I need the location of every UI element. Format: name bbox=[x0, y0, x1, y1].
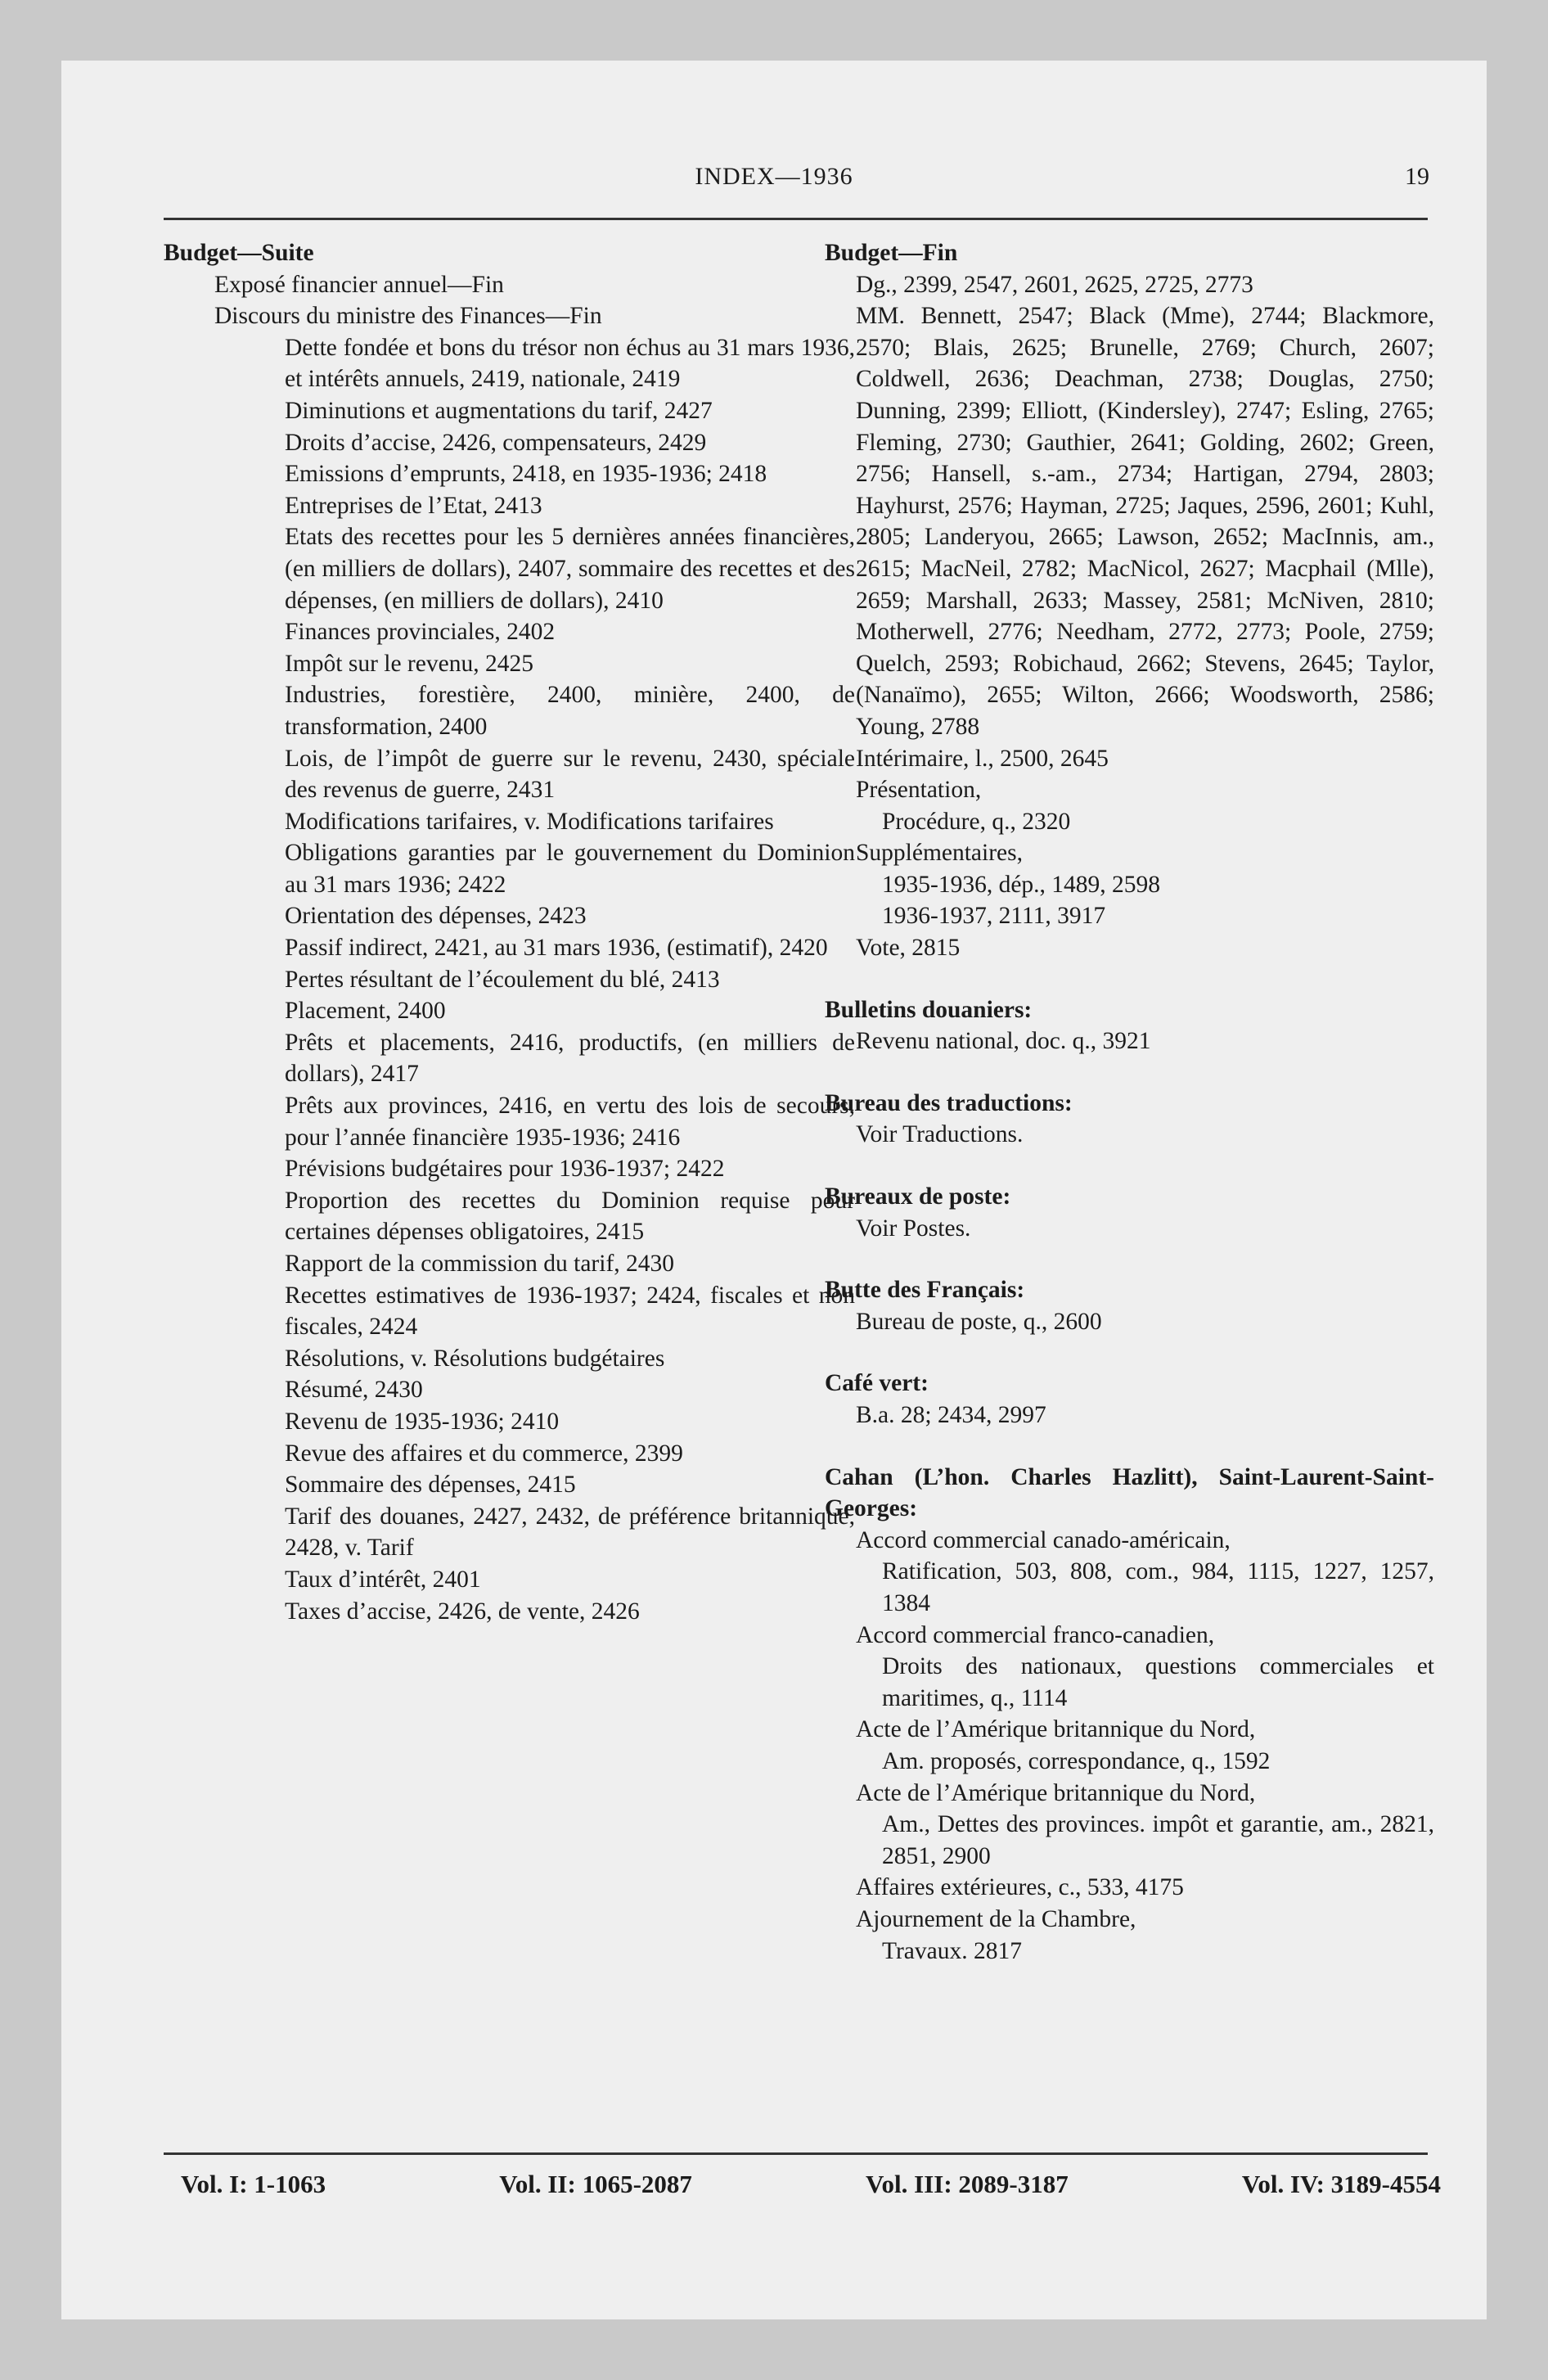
index-entry: Budget—Suite bbox=[164, 240, 314, 266]
index-entry: Diminutions et augmentations du tarif, 2427 bbox=[285, 397, 713, 424]
index-entry: MM. Bennett, 2547; Black (Mme), 2744; Blackmore, 2570; Blais, 2625; Brunelle, 2769; Church, 2607; Coldwell, 2636; Deachman, 2738; Douglas, 2750; Dunning, 2399; Elliott, (Kindersley), 2747; Esling, 2765; Fleming, 2730; Gauthier, 2641; Golding, 2602; Green, 2756; Hansell, s.-am., 2734; Hartigan, 2794, 2803; Hayhurst, 2576; Hayman, 2725; Jaques, 2596, 2601; Kuhl, 2805; Landeryou, 2665; Lawson, 2652; MacInnis, am., 2615; MacNeil, 2782; MacNicol, 2627; Macphail (Mlle), 2659; Marshall, 2633; Massey, 2581; McNiven, 2810; Motherwell, 2776; Needham, 2772, 2773; Poole, 2759; Quelch, 2593; Robichaud, 2662; Stevens, 2645; Taylor, (Nanaïmo), 2655; Wilton, 2666; Woodsworth, 2586; Young, 2788 bbox=[856, 303, 1434, 740]
index-entry: Résolutions, v. Résolutions budgétaires bbox=[285, 1345, 665, 1372]
entry-gap bbox=[825, 1057, 1434, 1088]
volume-1-range: Vol. I: 1-1063 bbox=[181, 2170, 326, 2198]
index-entry: Entreprises de l’Etat, 2413 bbox=[285, 492, 542, 519]
index-entry: B.a. 28; 2434, 2997 bbox=[856, 1402, 1046, 1428]
footer-rule bbox=[164, 2152, 1428, 2155]
index-entry: Intérimaire, l., 2500, 2645 bbox=[856, 745, 1109, 772]
index-entry: Droits des nationaux, questions commerciales et maritimes, q., 1114 bbox=[882, 1653, 1434, 1711]
index-entry: Pertes résultant de l’écoulement du blé, 2413 bbox=[285, 966, 720, 993]
entry-gap bbox=[825, 1431, 1434, 1462]
index-entry: Bulletins douaniers: bbox=[825, 996, 1033, 1023]
volume-ranges-footer bbox=[181, 2170, 1441, 2199]
index-entry: Finances provinciales, 2402 bbox=[285, 619, 556, 646]
index-entry: 1936-1937, 2111, 3917 bbox=[882, 903, 1106, 930]
index-entry: Recettes estimatives de 1936-1937; 2424, fiscales et non fiscales, 2424 bbox=[285, 1282, 855, 1341]
entry-gap bbox=[825, 964, 1434, 994]
index-page bbox=[61, 61, 1487, 2319]
index-entry: Butte des Français: bbox=[825, 1277, 1025, 1304]
left-index-column bbox=[164, 237, 855, 1627]
index-entry: Passif indirect, 2421, au 31 mars 1936, (estimatif), 2420 bbox=[285, 935, 828, 962]
index-entry: Bureau des traductions: bbox=[825, 1089, 1073, 1116]
index-entry: Emissions d’emprunts, 2418, en 1935-1936; 2418 bbox=[285, 461, 767, 488]
index-entry: Am., Dettes des provinces. impôt et garantie, am., 2821, 2851, 2900 bbox=[882, 1811, 1434, 1869]
index-entry: Ajournement de la Chambre, bbox=[856, 1905, 1136, 1932]
index-entry: Taxes d’accise, 2426, de vente, 2426 bbox=[285, 1598, 640, 1625]
index-entry: Travaux. 2817 bbox=[882, 1937, 1022, 1964]
entry-gap bbox=[825, 1151, 1434, 1181]
index-entry: Budget—Fin bbox=[825, 240, 958, 266]
right-index-column bbox=[825, 237, 1434, 1967]
index-entry: Taux d’intérêt, 2401 bbox=[285, 1566, 481, 1593]
index-entry: Dette fondée et bons du trésor non échus au 31 mars 1936, et intérêts annuels, 2419, nationale, 2419 bbox=[285, 334, 855, 393]
header-rule bbox=[164, 218, 1428, 220]
index-entry: Prévisions budgétaires pour 1936-1937; 2422 bbox=[285, 1156, 725, 1183]
index-entry: Procédure, q., 2320 bbox=[882, 808, 1071, 835]
index-entry: Cahan (L’hon. Charles Hazlitt), Saint-Laurent-Saint-Georges: bbox=[825, 1463, 1434, 1522]
index-entry: Industries, forestière, 2400, minière, 2400, de transformation, 2400 bbox=[285, 682, 855, 740]
index-entry: Acte de l’Amérique britannique du Nord, bbox=[856, 1716, 1256, 1743]
index-entry: Accord commercial canado-américain, bbox=[856, 1526, 1231, 1553]
index-entry: Obligations garanties par le gouvernement du Dominion au 31 mars 1936; 2422 bbox=[285, 840, 855, 898]
index-entry: Prêts et placements, 2416, productifs, (en milliers de dollars), 2417 bbox=[285, 1029, 855, 1088]
index-entry: Modifications tarifaires, v. Modifications tarifaires bbox=[285, 808, 774, 835]
index-entry: 1935-1936, dép., 1489, 2598 bbox=[882, 871, 1161, 898]
index-entry: Placement, 2400 bbox=[285, 998, 446, 1025]
index-entry: Café vert: bbox=[825, 1370, 929, 1397]
index-entry: Sommaire des dépenses, 2415 bbox=[285, 1472, 576, 1499]
volume-4-range: Vol. IV: 3189-4554 bbox=[1241, 2170, 1441, 2198]
index-entry: Rapport de la commission du tarif, 2430 bbox=[285, 1251, 675, 1277]
volume-3-range: Vol. III: 2089-3187 bbox=[866, 2170, 1069, 2198]
index-entry: Orientation des dépenses, 2423 bbox=[285, 903, 587, 930]
volume-2-range: Vol. II: 1065-2087 bbox=[499, 2170, 692, 2198]
index-entry: Voir Traductions. bbox=[856, 1121, 1024, 1148]
index-entry: Revenu national, doc. q., 3921 bbox=[856, 1028, 1151, 1055]
entry-gap bbox=[825, 1244, 1434, 1274]
index-entry: Supplémentaires, bbox=[856, 840, 1023, 867]
index-entry: Exposé financier annuel—Fin bbox=[214, 271, 504, 298]
entry-gap bbox=[825, 1337, 1434, 1368]
index-entry: Revenu de 1935-1936; 2410 bbox=[285, 1408, 560, 1435]
index-entry: Prêts aux provinces, 2416, en vertu des lois de secours, pour l’année financière 1935-1936; 2416 bbox=[285, 1093, 855, 1151]
index-entry: Lois, de l’impôt de guerre sur le revenu, 2430, spéciale des revenus de guerre, 2431 bbox=[285, 745, 855, 804]
index-entry: Discours du ministre des Finances—Fin bbox=[214, 303, 602, 330]
page-number: 19 bbox=[1405, 163, 1429, 190]
index-entry: Affaires extérieures, c., 533, 4175 bbox=[856, 1874, 1184, 1901]
index-entry: Présentation, bbox=[856, 777, 982, 804]
index-entry: Bureau de poste, q., 2600 bbox=[856, 1308, 1102, 1335]
running-head-title: INDEX—1936 bbox=[695, 163, 853, 190]
index-entry: Am. proposés, correspondance, q., 1592 bbox=[882, 1747, 1271, 1774]
index-entry: Etats des recettes pour les 5 dernières années financières, (en milliers de dollars), 2407, sommaire des recettes et des dépenses, (en milliers de dollars), 2410 bbox=[285, 524, 855, 614]
index-entry: Voir Postes. bbox=[856, 1215, 971, 1242]
index-entry: Revue des affaires et du commerce, 2399 bbox=[285, 1440, 683, 1467]
index-entry: Dg., 2399, 2547, 2601, 2625, 2725, 2773 bbox=[856, 271, 1253, 298]
index-entry: Ratification, 503, 808, com., 984, 1115, 1227, 1257, 1384 bbox=[882, 1558, 1434, 1616]
index-entry: Accord commercial franco-canadien, bbox=[856, 1621, 1215, 1648]
index-entry: Impôt sur le revenu, 2425 bbox=[285, 650, 533, 677]
index-entry: Proportion des recettes du Dominion requise pour certaines dépenses obligatoires, 2415 bbox=[285, 1187, 855, 1246]
index-entry: Droits d’accise, 2426, compensateurs, 2429 bbox=[285, 429, 707, 456]
index-entry: Résumé, 2430 bbox=[285, 1377, 423, 1404]
index-entry: Acte de l’Amérique britannique du Nord, bbox=[856, 1779, 1256, 1806]
index-entry: Vote, 2815 bbox=[856, 935, 961, 962]
index-entry: Tarif des douanes, 2427, 2432, de préférence britannique, 2428, v. Tarif bbox=[285, 1503, 855, 1562]
index-entry: Bureaux de poste: bbox=[825, 1183, 1011, 1210]
